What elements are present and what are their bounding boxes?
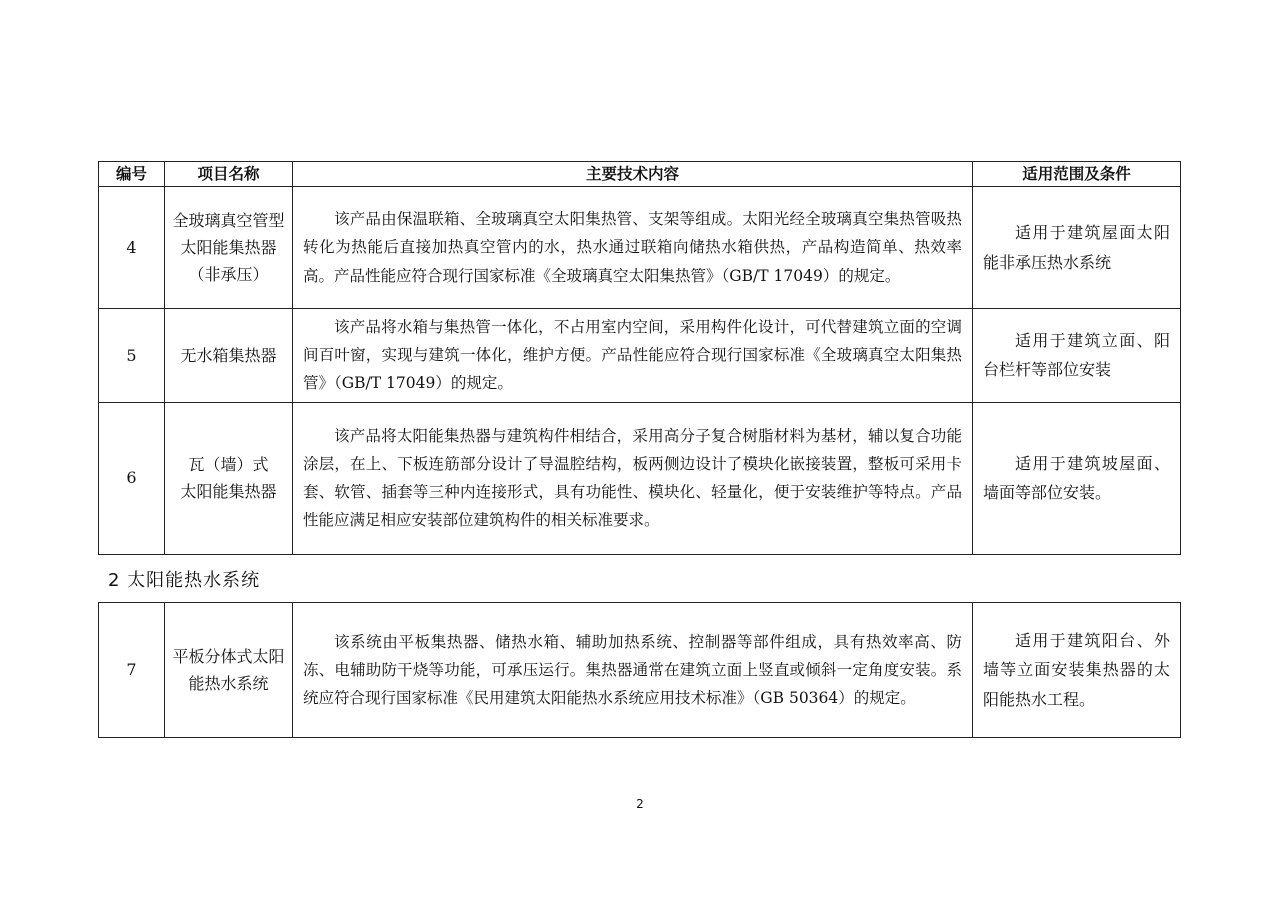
header-scope: 适用范围及条件: [973, 162, 1181, 187]
row-content: 该产品将太阳能集热器与建筑构件相结合，采用高分子复合树脂材料为基材，辅以复合功能涂层，在上、下板连筋部分设计了导温腔结构，板两侧边设计了模块化嵌接装置，整板可采用卡套、软管、插套等三种内连接形式，具有功能性、模块化、轻量化，便于安装维护等特点。产品性能应满足相应安装部位建筑构件的相关标准要求。: [293, 402, 973, 554]
row-name: 无水箱集热器: [165, 309, 293, 403]
row-scope: 适用于建筑屋面太阳能非承压热水系统: [973, 187, 1181, 309]
row-content: 该产品将水箱与集热管一体化，不占用室内空间，采用构件化设计，可代替建筑立面的空调间百叶窗，实现与建筑一体化，维护方便。产品性能应符合现行国家标准《全玻璃真空太阳集热管》（GB/T 17049）的规定。: [293, 309, 973, 403]
header-name: 项目名称: [165, 162, 293, 187]
technology-table-2: [98, 602, 1181, 738]
header-no: 编号: [99, 162, 165, 187]
table-header-row: [99, 162, 1181, 187]
row-no: 6: [99, 402, 165, 554]
row-name: 全玻璃真空管型太阳能集热器（非承压）: [165, 187, 293, 309]
row-scope: 适用于建筑立面、阳台栏杆等部位安装: [973, 309, 1181, 403]
technology-table: [98, 161, 1181, 555]
table-row: [99, 603, 1181, 738]
table-row: [99, 187, 1181, 309]
header-content: 主要技术内容: [293, 162, 973, 187]
table-row: [99, 402, 1181, 554]
section-title: 2 太阳能热水系统: [108, 570, 261, 591]
row-scope: 适用于建筑阳台、外墙等立面安装集热器的太阳能热水工程。: [973, 603, 1181, 738]
row-no: 5: [99, 309, 165, 403]
page-number: 2: [636, 797, 644, 811]
row-content: 该产品由保温联箱、全玻璃真空太阳集热管、支架等组成。太阳光经全玻璃真空集热管吸热转化为热能后直接加热真空管内的水，热水通过联箱向储热水箱供热，产品构造简单、热效率高。产品性能应符合现行国家标准《全玻璃真空太阳集热管》（GB/T 17049）的规定。: [293, 187, 973, 309]
row-no: 7: [99, 603, 165, 738]
table-row: [99, 309, 1181, 403]
row-name-line: 瓦（墙）式: [188, 454, 269, 474]
row-no: 4: [99, 187, 165, 309]
row-name-line: 太阳能集热器: [180, 482, 277, 502]
row-content: 该系统由平板集热器、储热水箱、辅助加热系统、控制器等部件组成，具有热效率高、防冻、电辅助防干烧等功能，可承压运行。集热器通常在建筑立面上竖直或倾斜一定角度安装。系统应符合现行国家标准《民用建筑太阳能热水系统应用技术标准》（GB 50364）的规定。: [293, 603, 973, 738]
row-scope: 适用于建筑坡屋面、墙面等部位安装。: [973, 402, 1181, 554]
row-name: 平板分体式太阳能热水系统: [165, 603, 293, 738]
row-name: [165, 402, 293, 554]
